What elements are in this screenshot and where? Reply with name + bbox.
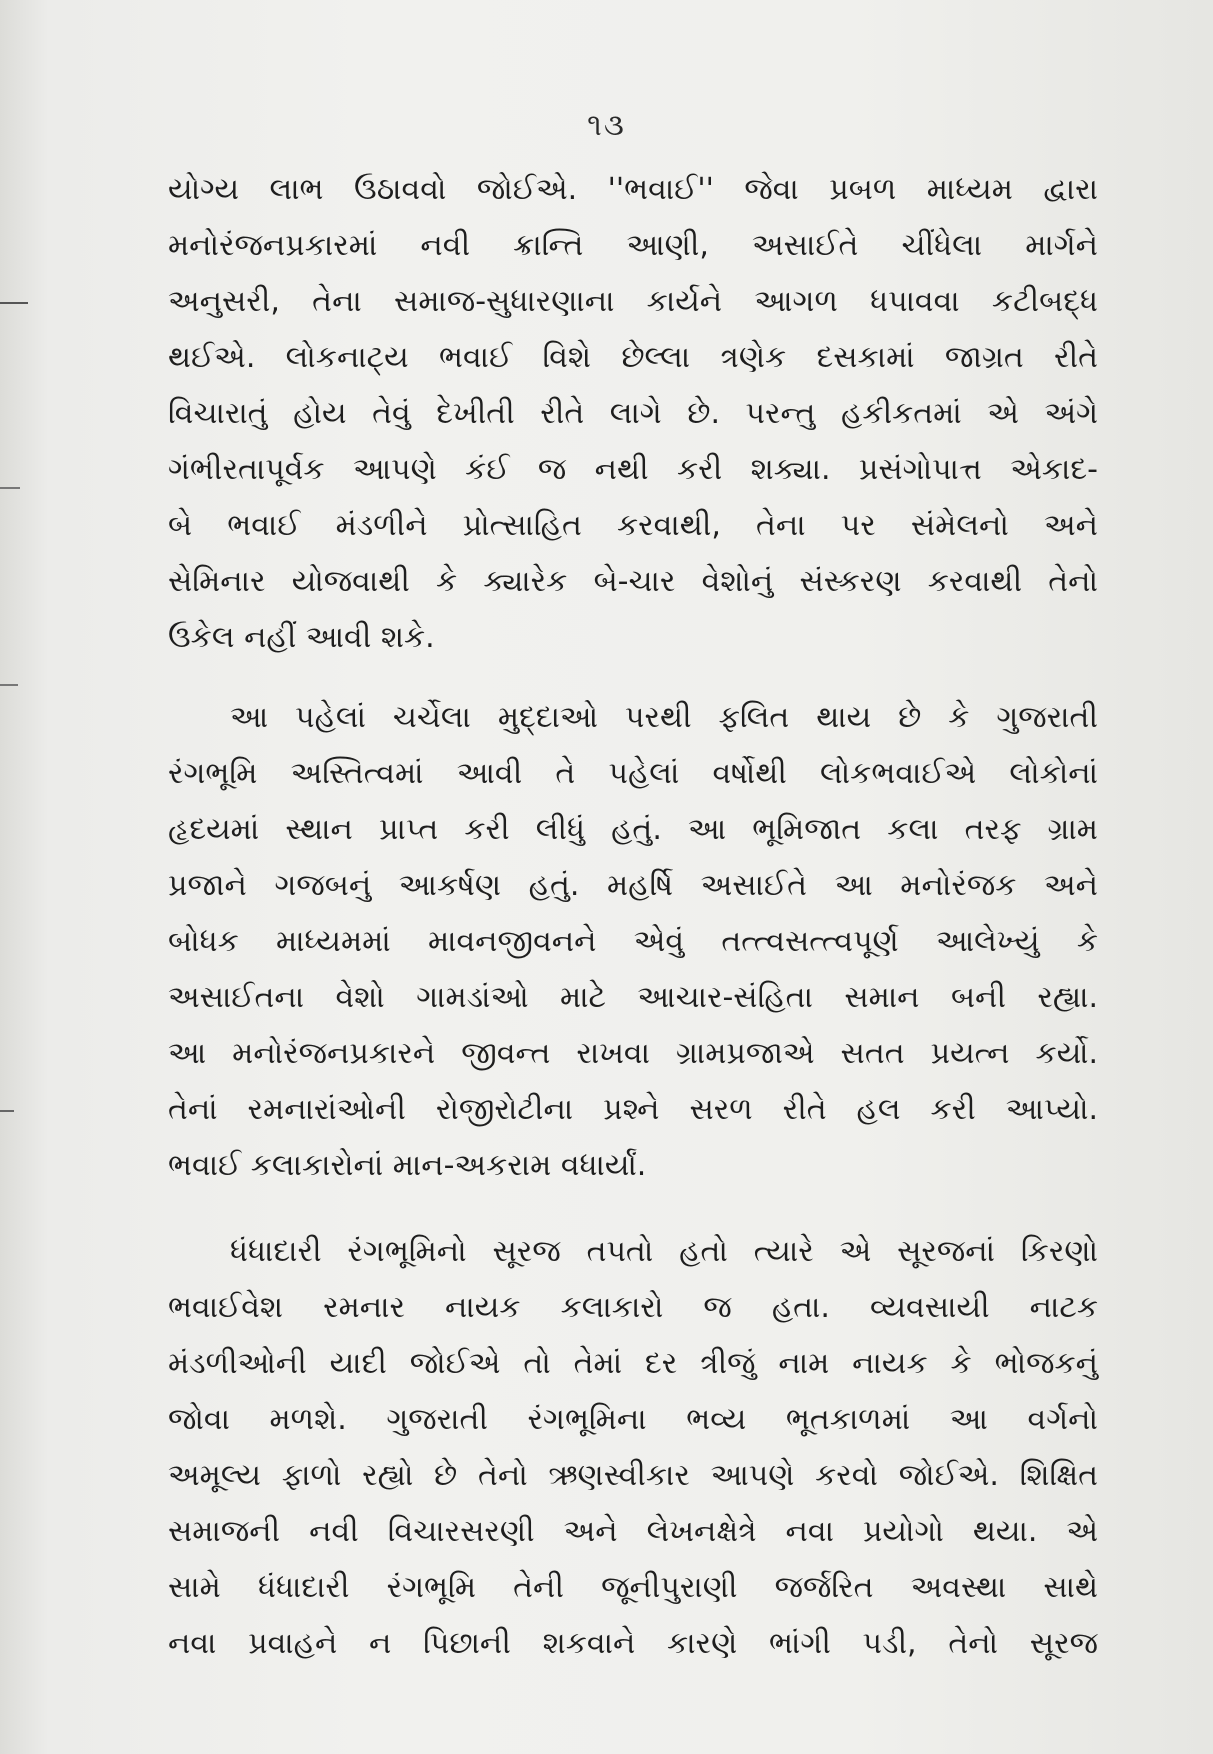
text-line: ભવાઈ કલાકારોનાં માન-અકરામ વધાર્યાં.: [168, 1148, 647, 1183]
text-line: વિચારાતું હોય તેવું દેખીતી રીતે લાગે છે. પરન્તુ હકીકતમાં એ અંગે: [168, 396, 1098, 431]
text-line: પ્રજાને ગજબનું આકર્ષણ હતું. મહર્ષિ અસાઈતે આ મનોરંજક અને: [168, 868, 1098, 903]
text-line: અસાઈતના વેશો ગામડાંઓ માટે આચાર-સંહિતા સમાન બની રહ્યા.: [168, 980, 1098, 1015]
text-line: બે ભવાઈ મંડળીને પ્રોત્સાહિત કરવાથી, તેના પર સંમેલનો અને: [168, 508, 1098, 543]
text-line: ધંધાદારી રંગભૂમિનો સૂરજ તપતો હતો ત્યારે એ સૂરજનાં કિરણો: [230, 1234, 1098, 1269]
text-line: ગંભીરતાપૂર્વક આપણે કંઈ જ નથી કરી શક્યા. પ્રસંગોપાત્ત એકાદ-: [168, 452, 1098, 487]
text-line: ભવાઈવેશ રમનાર નાયક કલાકારો જ હતા. વ્યવસાયી નાટક: [168, 1290, 1098, 1325]
text-line: અનુસરી, તેના સમાજ-સુધારણાના કાર્યને આગળ ધપાવવા કટીબદ્ધ: [168, 284, 1098, 319]
text-line: સામે ધંધાદારી રંગભૂમિ તેની જૂનીપુરાણી જર્જરિત અવસ્થા સાથે: [168, 1570, 1098, 1605]
text-line: જોવા મળશે. ગુજરાતી રંગભૂમિના ભવ્ય ભૂતકાળમાં આ વર્ગનો: [168, 1402, 1098, 1437]
page-number: ૧૩: [587, 108, 626, 143]
paragraph-3: [168, 1224, 1098, 1672]
text-line: સેમિનાર યોજવાથી કે ક્યારેક બે-ચાર વેશોનું સંસ્કરણ કરવાથી તેનો: [168, 564, 1098, 599]
text-line: રંગભૂમિ અસ્તિત્વમાં આવી તે પહેલાં વર્ષોથી લોકભવાઈએ લોકોનાં: [168, 756, 1098, 791]
text-line: આ મનોરંજનપ્રકારને જીવન્ત રાખવા ગ્રામપ્રજાએ સતત પ્રયત્ન કર્યો.: [168, 1036, 1098, 1071]
text-line: હૃદયમાં સ્થાન પ્રાપ્ત કરી લીધું હતું. આ ભૂમિજાત કલા તરફ ગ્રામ: [168, 812, 1098, 847]
text-line: અમૂલ્ય ફાળો રહ્યો છે તેનો ઋણસ્વીકાર આપણે કરવો જોઈએ. શિક્ષિત: [168, 1458, 1098, 1493]
text-line: આ પહેલાં ચર્ચેલા મુદ્દાઓ પરથી ફલિત થાય છે કે ગુજરાતી: [230, 700, 1098, 735]
paragraph-1: [168, 162, 1098, 666]
text-line: મનોરંજનપ્રકારમાં નવી ક્રાન્તિ આણી, અસાઈતે ચીંધેલા માર્ગને: [168, 228, 1098, 263]
margin-mark: [0, 302, 28, 304]
text-line: મંડળીઓની યાદી જોઈએ તો તેમાં દર ત્રીજું નામ નાયક કે ભોજકનું: [168, 1346, 1098, 1381]
text-line: બોધક માધ્યમમાં માવનજીવનને એવું તત્ત્વસત્ત્વપૂર્ણ આલેખ્યું કે: [168, 924, 1098, 959]
margin-mark: [0, 487, 20, 489]
text-line: થઈએ. લોકનાટ્ય ભવાઈ વિશે છેલ્લા ત્રણેક દસકામાં જાગ્રત રીતે: [168, 340, 1098, 375]
text-line: યોગ્ય લાભ ઉઠાવવો જોઈએ. ''ભવાઈ'' જેવા પ્રબળ માધ્યમ દ્વારા: [168, 172, 1098, 207]
paragraph-2: [168, 690, 1098, 1194]
text-line: સમાજની નવી વિચારસરણી અને લેખનક્ષેત્રે નવા પ્રયોગો થયા. એ: [168, 1514, 1098, 1549]
margin-mark: [0, 684, 18, 686]
text-line: તેનાં રમનારાંઓની રોજીરોટીના પ્રશ્ને સરળ રીતે હલ કરી આપ્યો.: [168, 1092, 1098, 1127]
text-line: ઉકેલ નહીં આવી શકે.: [168, 620, 435, 655]
margin-mark: [0, 1110, 14, 1112]
text-line: નવા પ્રવાહને ન પિછાની શકવાને કારણે ભાંગી પડી, તેનો સૂરજ: [168, 1626, 1098, 1661]
